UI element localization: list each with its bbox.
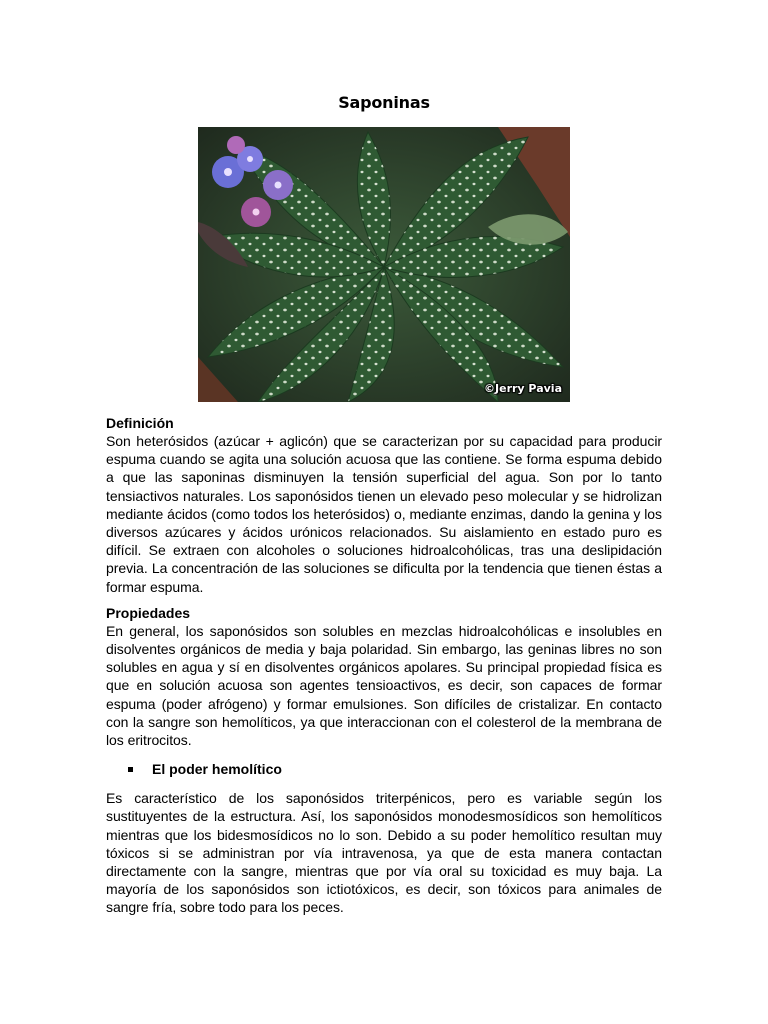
bullet-square-icon [128,767,133,772]
section-heading-propiedades: Propiedades [106,604,191,621]
bullet-item-hemolitico [106,757,662,781]
page-title: Saponinas [338,93,430,112]
bullet-label: El poder hemolítico [152,761,282,778]
section-heading-definicion: Definición [106,415,174,431]
plant-photo-icon [198,127,570,402]
paragraph-definicion: Son heterósidos (azúcar + aglicón) que se caracterizan por su capacidad para producir espuma cuando se agita una solución acuosa que las contiene. Se forma espuma debido a que las saponinas disminuyen la tensión superficial del agua. Son por lo tanto tensiactivos naturales. Los saponósidos tienen un elevado peso molecular y se hidrolizan mediante ácidos (como todos los heterósidos) o, mediante enzimas, dando la genina y los diversos azúcares y ácidos urónicos relacionados. Su aislamiento en estado puro es difícil. Se extraen con alcoholes o soluciones hidroalcohólicas, tras una deslipidación previa. La concentración de las soluciones se dificulta por la tendencia que tienen éstas a formar espuma. [106,433,662,595]
plant-photo [198,127,570,402]
document-body [106,414,662,917]
paragraph-hemolitico: Es característico de los saponósidos triterpénicos, pero es variable según los sustituyentes de la estructura. Así, los saponósidos monodesmosídicos son hemolíticos mientras que los bidesmosídicos no lo son. Debido a su poder hemolítico resultan muy tóxicos si se administran por vía intravenosa, ya que de esta manera contactan directamente con la sangre, mientras que por vía oral su toxicidad es muy baja. La mayoría de los saponósidos son ictiotóxicos, es decir, son tóxicos para animales de sangre fría, sobre todo para los peces. [106,790,662,916]
spacer [106,596,662,604]
photo-credit: ©Jerry Pavia [484,382,562,395]
paragraph-propiedades: En general, los saponósidos son solubles en mezclas hidroalcohólicas e insolubles en disolventes orgánicos de media y baja polaridad. Sin embargo, las geninas libres no son solubles en agua y sí en disolventes orgánicos apolares. Su principal propiedad física es que en solución acuosa son agentes tensioactivos, es decir, son capaces de formar espuma (poder afrógeno) y formar emulsiones. Son difíciles de cristalizar. En contacto con la sangre son hemolíticos, ya que interaccionan con el colesterol de la membrana de los eritrocitos. [106,622,662,749]
